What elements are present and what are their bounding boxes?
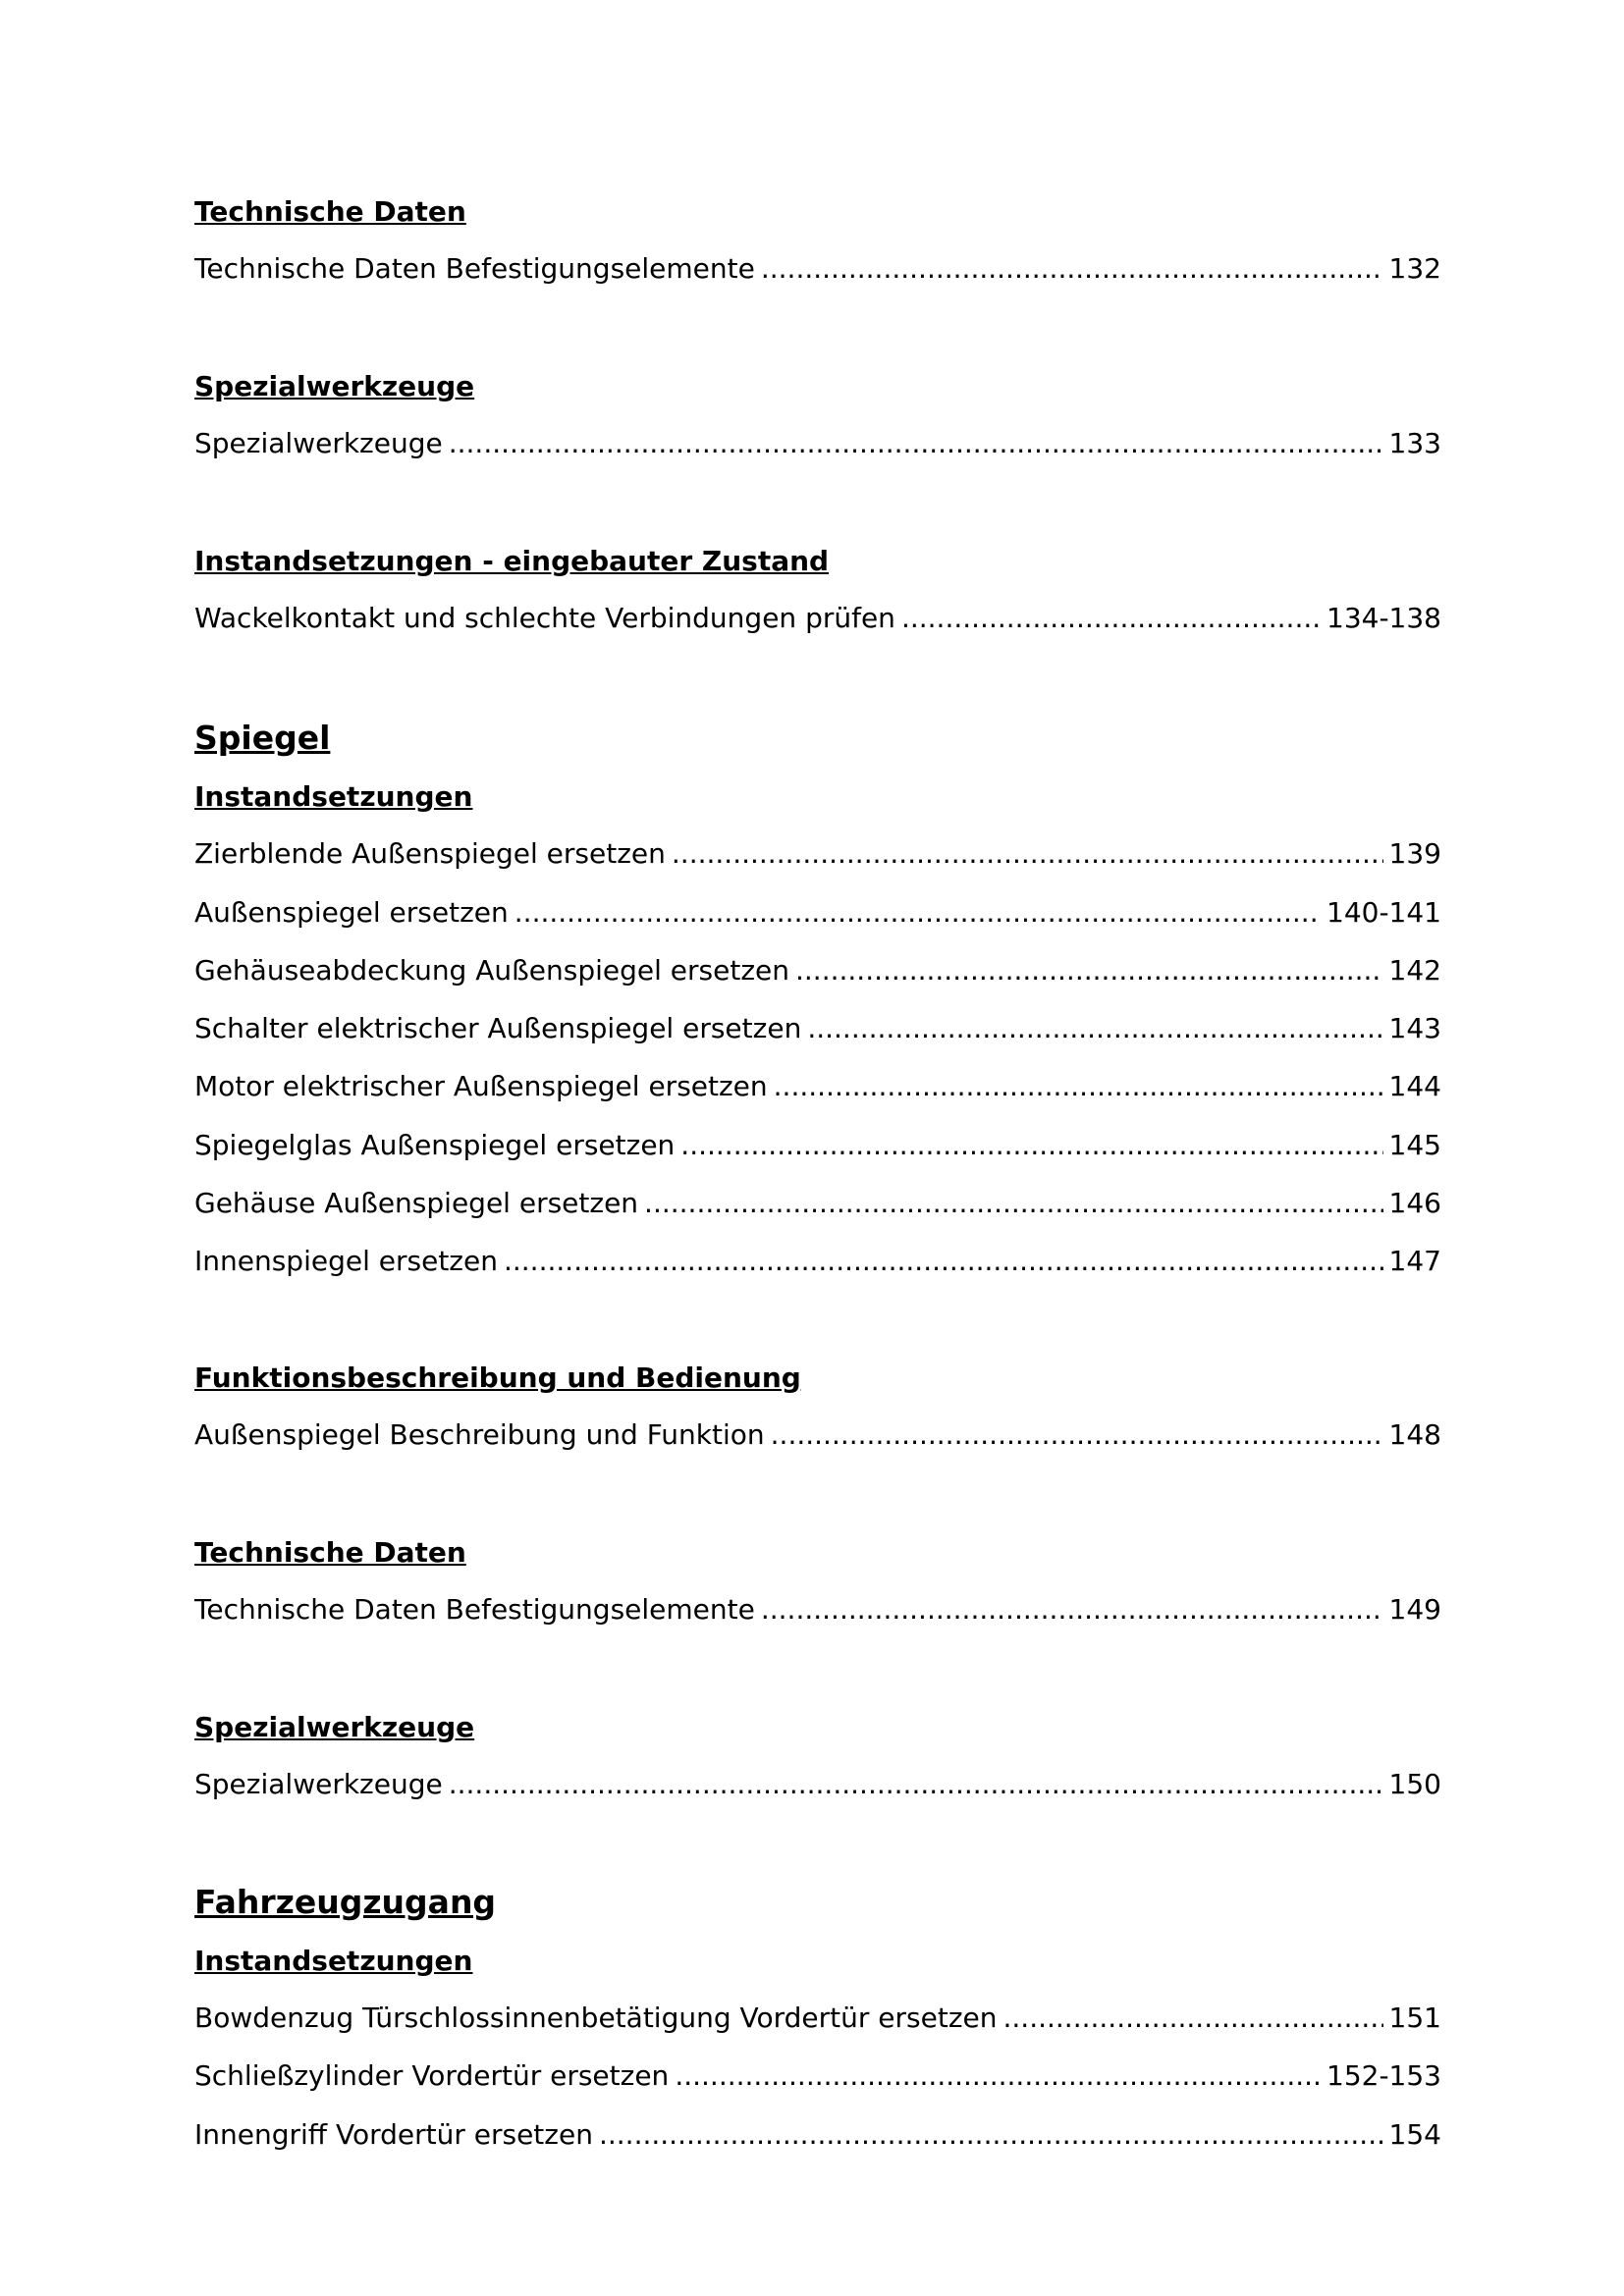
section-heading: Spezialwerkzeuge <box>194 1711 475 1743</box>
toc-entry[interactable] <box>194 1126 1441 1165</box>
toc-entry-title: Bowdenzug Türschlossinnenbetätigung Vordertür ersetzen <box>194 2002 998 2034</box>
section-heading: Instandsetzungen <box>194 780 473 813</box>
toc-entry[interactable] <box>194 1067 1441 1106</box>
toc-entry-title: Innenspiegel ersetzen <box>194 1245 498 1277</box>
toc-entry-title: Wackelkontakt und schlechte Verbindungen prüfen <box>194 602 895 634</box>
toc-entry-title: Schließzylinder Vordertür ersetzen <box>194 2059 670 2092</box>
toc-entry[interactable] <box>194 1590 1441 1629</box>
toc-entry-title: Außenspiegel ersetzen <box>194 896 509 929</box>
dot-leader <box>504 1242 1383 1281</box>
toc-entry[interactable] <box>194 1184 1441 1223</box>
section-heading: Instandsetzungen <box>194 1945 473 1977</box>
toc-entry-page: 140-141 <box>1326 896 1441 929</box>
toc-entry-page: 147 <box>1388 1245 1441 1277</box>
toc-entry-page: 134-138 <box>1326 602 1441 634</box>
toc-entry-title: Innengriff Vordertür ersetzen <box>194 2118 593 2151</box>
toc-entry[interactable] <box>194 2115 1441 2155</box>
table-of-contents-page <box>194 0 1441 2296</box>
dot-leader <box>680 1126 1382 1165</box>
toc-entry-title: Motor elektrischer Außenspiegel ersetzen <box>194 1070 768 1102</box>
toc-entry-title: Außenspiegel Beschreibung und Funktion <box>194 1418 765 1451</box>
dot-leader <box>761 249 1383 289</box>
toc-entry-page: 149 <box>1388 1593 1441 1626</box>
toc-entry-title: Technische Daten Befestigungselemente <box>194 1593 755 1626</box>
toc-entry-title: Spezialwerkzeuge <box>194 1768 443 1800</box>
toc-entry[interactable] <box>194 249 1441 289</box>
dot-leader <box>795 951 1383 990</box>
toc-entry-page: 139 <box>1388 837 1441 870</box>
toc-entry-page: 151 <box>1388 2002 1441 2034</box>
toc-entry[interactable] <box>194 951 1441 990</box>
toc-entry-title: Spiegelglas Außenspiegel ersetzen <box>194 1129 676 1161</box>
chapter-heading-spiegel: Spiegel <box>194 719 331 757</box>
toc-entry-page: 152-153 <box>1326 2059 1441 2092</box>
toc-entry[interactable] <box>194 1009 1441 1048</box>
toc-entry[interactable] <box>194 2056 1441 2096</box>
dot-leader <box>672 834 1383 874</box>
dot-leader <box>1003 1999 1383 2038</box>
toc-entry[interactable] <box>194 424 1441 463</box>
toc-entry[interactable] <box>194 1415 1441 1455</box>
toc-entry-page: 142 <box>1388 954 1441 987</box>
toc-entry-page: 145 <box>1388 1129 1441 1161</box>
section-heading: Funktionsbeschreibung und Bedienung <box>194 1362 801 1394</box>
toc-entry-page: 148 <box>1388 1418 1441 1451</box>
dot-leader <box>761 1590 1383 1629</box>
dot-leader <box>807 1009 1382 1048</box>
section-heading: Spezialwerkzeuge <box>194 370 475 402</box>
toc-entry-page: 143 <box>1388 1012 1441 1044</box>
toc-entry-page: 154 <box>1388 2118 1441 2151</box>
toc-entry[interactable] <box>194 1765 1441 1804</box>
toc-entry[interactable] <box>194 599 1441 638</box>
toc-entry-title: Gehäuseabdeckung Außenspiegel ersetzen <box>194 954 789 987</box>
toc-entry-page: 144 <box>1388 1070 1441 1102</box>
dot-leader <box>449 424 1383 463</box>
toc-entry-title: Spezialwerkzeuge <box>194 427 443 459</box>
toc-entry-page: 133 <box>1388 427 1441 459</box>
toc-entry[interactable] <box>194 1999 1441 2038</box>
toc-entry-page: 146 <box>1388 1187 1441 1219</box>
chapter-heading-fahrzeugzugang: Fahrzeugzugang <box>194 1883 497 1921</box>
toc-entry-title: Gehäuse Außenspiegel ersetzen <box>194 1187 639 1219</box>
toc-entry-title: Technische Daten Befestigungselemente <box>194 252 755 285</box>
section-heading: Technische Daten <box>194 1536 466 1569</box>
toc-entry-title: Zierblende Außenspiegel ersetzen <box>194 837 666 870</box>
toc-entry-page: 132 <box>1388 252 1441 285</box>
section-heading: Technische Daten <box>194 195 466 228</box>
toc-entry[interactable] <box>194 893 1441 933</box>
dot-leader <box>901 599 1321 638</box>
dot-leader <box>771 1415 1383 1455</box>
toc-entry[interactable] <box>194 834 1441 874</box>
toc-entry-page: 150 <box>1388 1768 1441 1800</box>
section-heading: Instandsetzungen - eingebauter Zustand <box>194 545 830 577</box>
dot-leader <box>449 1765 1383 1804</box>
dot-leader <box>599 2115 1383 2155</box>
dot-leader <box>514 893 1321 933</box>
dot-leader <box>675 2056 1321 2096</box>
toc-entry-title: Schalter elektrischer Außenspiegel ersetzen <box>194 1012 802 1044</box>
dot-leader <box>644 1184 1383 1223</box>
toc-entry[interactable] <box>194 1242 1441 1281</box>
dot-leader <box>774 1067 1383 1106</box>
